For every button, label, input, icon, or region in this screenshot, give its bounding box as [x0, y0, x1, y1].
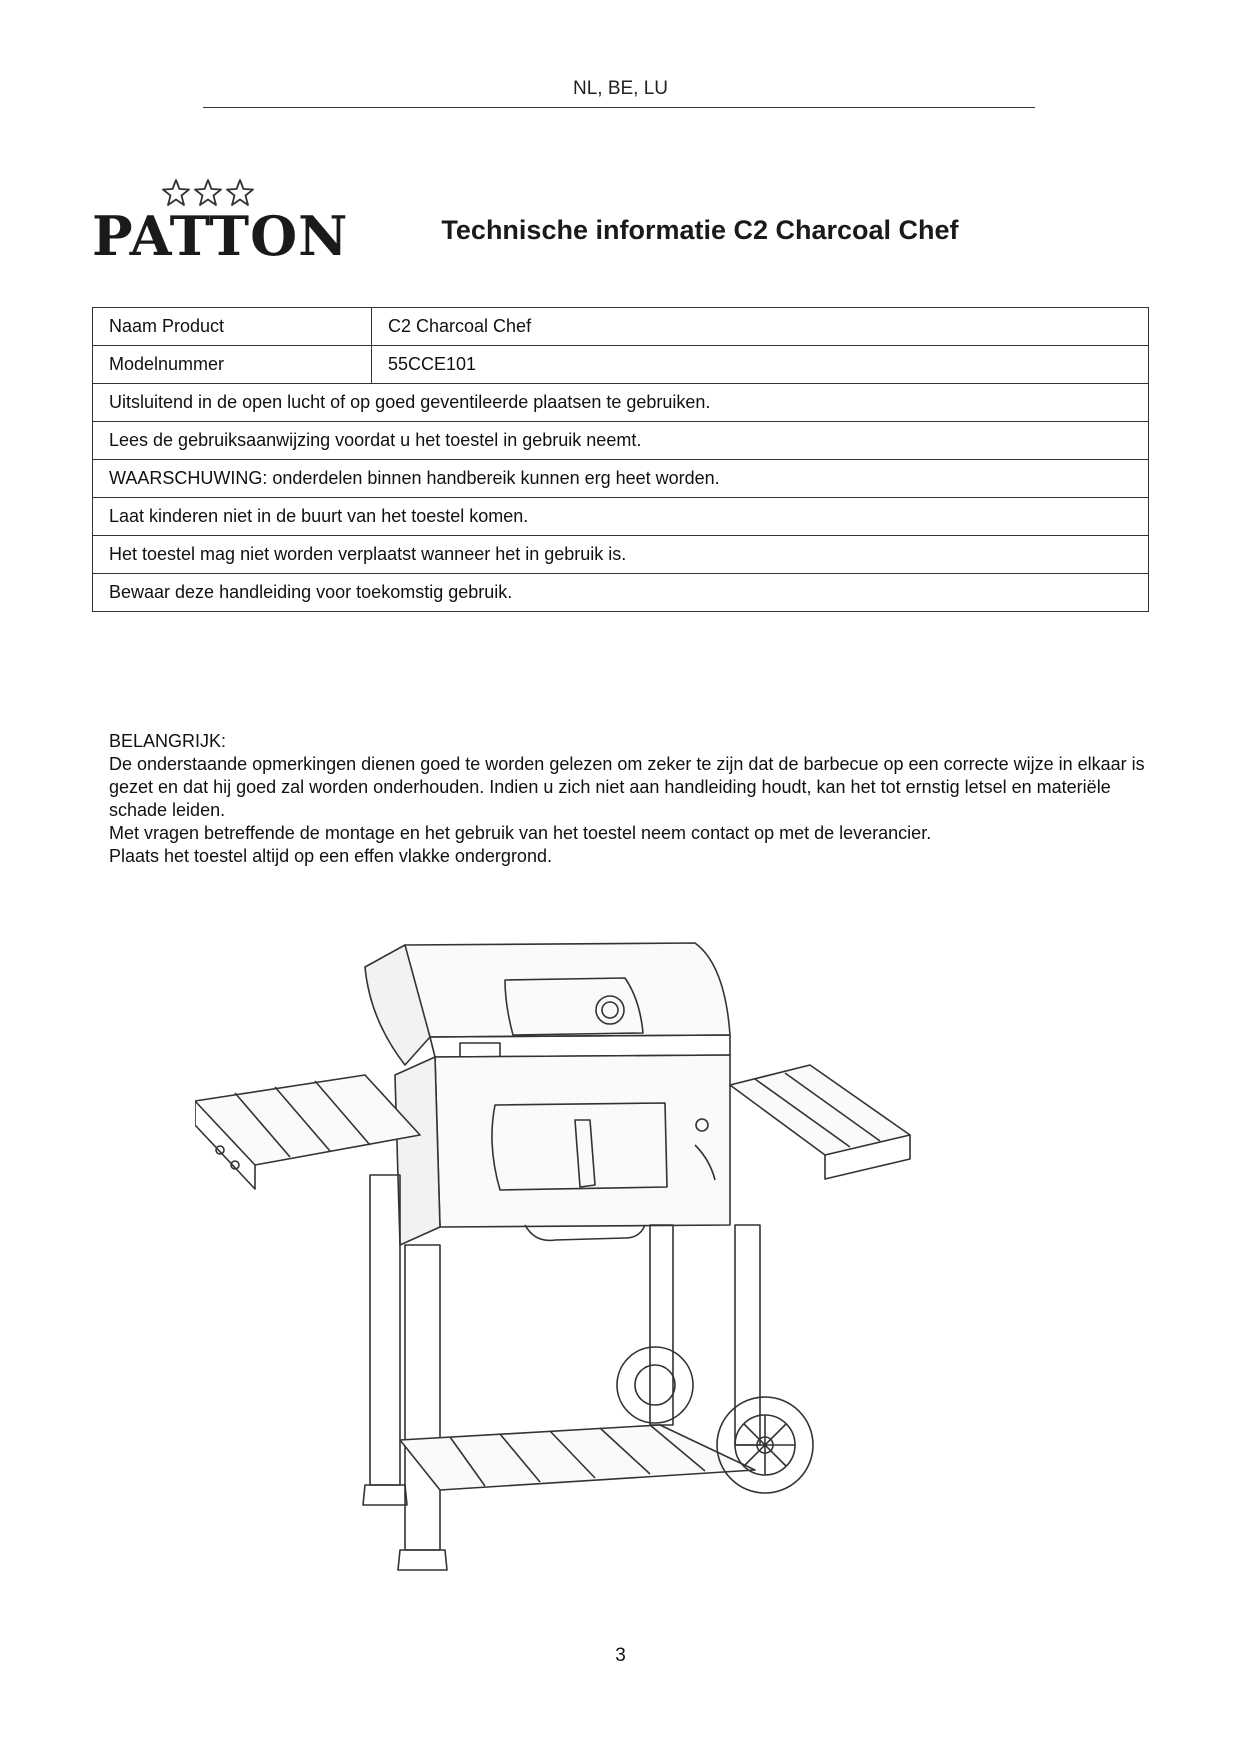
important-paragraph: Plaats het toestel altijd op een effen vlakke ondergrond.	[109, 846, 552, 866]
table-row	[93, 460, 1149, 498]
page-title: Technische informatie C2 Charcoal Chef	[441, 215, 959, 245]
page-number: 3	[615, 1645, 626, 1666]
product-name-label: Naam Product	[93, 308, 372, 346]
model-number-value: 55CCE101	[372, 346, 1149, 384]
table-row	[93, 346, 1149, 384]
safety-note: Laat kinderen niet in de buurt van het toestel komen.	[93, 498, 1149, 536]
safety-note: WAARSCHUWING: onderdelen binnen handbereik kunnen erg heet worden.	[93, 460, 1149, 498]
table-row	[93, 308, 1149, 346]
safety-note: Bewaar deze handleiding voor toekomstig gebruik.	[93, 574, 1149, 612]
model-number-label: Modelnummer	[93, 346, 372, 384]
spec-table	[92, 307, 1149, 612]
barbecue-illustration	[195, 925, 1015, 1615]
table-row	[93, 384, 1149, 422]
important-paragraph: Met vragen betreffende de montage en het gebruik van het toestel neem contact op met de leverancier.	[109, 823, 932, 843]
header-region-label: NL, BE, LU	[572, 78, 669, 99]
table-row	[93, 574, 1149, 612]
logo-brand-text: PATTON	[92, 204, 349, 268]
product-name-value: C2 Charcoal Chef	[372, 308, 1149, 346]
safety-note: Het toestel mag niet worden verplaatst wanneer het in gebruik is.	[93, 536, 1149, 574]
table-row	[93, 498, 1149, 536]
important-section	[109, 730, 1149, 868]
table-row	[93, 422, 1149, 460]
important-paragraph: De onderstaande opmerkingen dienen goed te worden gelezen om zeker te zijn dat de barbecue op een correcte wijze in elkaar is gezet en dat hij goed zal worden onderhouden. Indien u zich niet aan handleiding houdt, kan het tot ernstig letsel en materiële schade leiden.	[109, 754, 1145, 820]
safety-note: Uitsluitend in de open lucht of op goed geventileerde plaatsen te gebruiken.	[93, 384, 1149, 422]
safety-note: Lees de gebruiksaanwijzing voordat u het toestel in gebruik neemt.	[93, 422, 1149, 460]
table-row	[93, 536, 1149, 574]
important-heading: BELANGRIJK:	[109, 731, 227, 751]
header-divider	[203, 107, 1035, 108]
patton-logo	[92, 178, 349, 268]
